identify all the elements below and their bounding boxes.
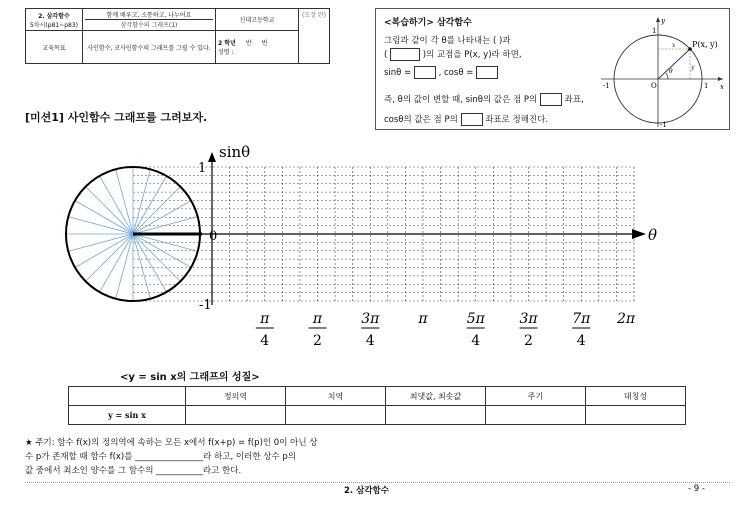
radius-line (116, 169, 133, 234)
tick-label (361, 311, 380, 349)
sin-axis-label: sinθ (219, 143, 251, 161)
review-line4-end: 좌표, (564, 95, 584, 105)
symmetry-answer[interactable] (586, 406, 686, 425)
row-label: y = sin x (69, 406, 186, 425)
col-symmetry: 대칭성 (586, 387, 686, 406)
col-period: 주기 (486, 387, 586, 406)
slogan: 함께 배우고, 소통하고, 나누어요 (85, 10, 213, 20)
col-domain: 정의역 (186, 387, 286, 406)
cos-def-label: , cosθ = (438, 68, 474, 78)
col-empty (69, 387, 186, 406)
footer-chapter: 2. 삼각함수 (344, 486, 389, 496)
lesson-title: 삼각함수의 그래프(1) (120, 22, 178, 29)
range-answer[interactable] (286, 406, 386, 425)
tick-label (309, 311, 327, 349)
tick-label (256, 311, 274, 349)
review-title: <복습하기> 삼각함수 (384, 18, 472, 28)
unit-pages: 5차시(p81~p83) (29, 21, 78, 29)
radius-line (133, 169, 150, 234)
note-line1: ★ 주기: 함수 f(x)의 정의역에 속하는 모든 x에서 f(x+p) = f(p)인 0이 아닌 상 (25, 438, 318, 448)
radius-line (133, 234, 150, 299)
radius-line (68, 217, 133, 234)
tick-denominator: 4 (576, 333, 586, 349)
school-cell: 신대고등학교 (216, 9, 299, 31)
tick-numerator: 3π (519, 311, 538, 327)
tick-label (519, 311, 538, 349)
stamp-cell: (도장 란) (299, 9, 330, 64)
unit-title: 2. 삼각함수 (38, 12, 70, 20)
review-line4-text: 즉, θ의 값이 변할 때, sinθ의 값은 점 P의 (384, 95, 538, 105)
origin-label: O (651, 82, 657, 90)
sin-axis-arrow (208, 152, 216, 162)
class: 반 (245, 40, 252, 47)
radius-line (116, 234, 133, 299)
footer-rule (25, 482, 730, 483)
number: 번 (261, 40, 268, 47)
y-tick-top: 1 (198, 161, 207, 176)
theta-tick-labels (256, 311, 636, 349)
review-line5-text: cosθ의 값은 점 P의 (384, 115, 458, 125)
axis-x-label: x (720, 83, 724, 91)
point-p-label: P(x, y) (692, 40, 718, 49)
theta-axis-label: θ (648, 226, 658, 244)
tick-label (467, 311, 486, 349)
tick-numerator: 7π (572, 311, 591, 327)
tick-numerator: π (312, 311, 323, 327)
note-line3: 값 중에서 최소인 양수를 그 함수의 ___________라고 한다. (25, 466, 242, 476)
properties-row-sin (69, 406, 686, 425)
tick-numerator: π (260, 311, 270, 327)
name-label: 성명 : (218, 49, 234, 56)
theta-axis-arrow (632, 229, 646, 239)
properties-header-row (69, 387, 686, 406)
tick-denominator: 4 (471, 333, 481, 349)
sin-def-label: sinθ = (384, 68, 412, 78)
x-segment-label: x (672, 42, 676, 49)
tick-denominator: 4 (365, 333, 375, 349)
x-tick-one: 1 (704, 82, 709, 90)
tick-numerator: 2π (616, 311, 636, 327)
grade: 2 학년 (218, 40, 236, 47)
tick-label (417, 311, 428, 327)
y-tick-minus-one: -1 (660, 121, 667, 129)
tick-numerator: 5π (466, 311, 485, 327)
axis-y-label: y (661, 17, 665, 25)
domain-answer[interactable] (186, 406, 286, 425)
properties-title: <y = sin x의 그래프의 성질> (120, 372, 260, 383)
max-min-answer[interactable] (386, 406, 486, 425)
tick-numerator: 3π (361, 311, 380, 327)
tick-denominator: 2 (524, 333, 533, 349)
y-tick-one: 1 (652, 27, 657, 35)
tick-denominator: 2 (313, 333, 322, 349)
radius-line (68, 234, 133, 251)
angle-label: θ (669, 68, 673, 75)
review-line1: 그림과 같이 각 θ를 나타내는 ( )과 (384, 36, 511, 46)
col-range: 치역 (286, 387, 386, 406)
y-tick-zero: 0 (209, 229, 218, 244)
objective-label: 교육목표 (26, 31, 83, 64)
y-tick-bottom: -1 (199, 298, 212, 313)
tick-denominator: 4 (260, 333, 270, 349)
review-line2-open: ( (384, 50, 388, 60)
period-answer[interactable] (486, 406, 586, 425)
tick-label (616, 311, 636, 327)
tick-label (572, 311, 591, 349)
footer-page: - 9 - (688, 484, 705, 494)
mission-title: [미션1] 사인함수 그래프를 그려보자. (25, 111, 208, 124)
properties-table (68, 386, 686, 425)
review-line2-rest: )의 교점을 P(x, y)라 하면, (422, 50, 522, 60)
tick-numerator: π (418, 311, 428, 327)
review-line5-end: 좌표로 정해진다. (485, 115, 549, 125)
note-line2: 수 p가 존재할 때 함수 f(x)를 ________________라 하고, 이러한 상수 p의 (25, 452, 296, 462)
col-max-min: 최댓값, 최솟값 (386, 387, 486, 406)
x-tick-minus-one: -1 (603, 82, 610, 90)
y-segment-label: y (691, 64, 695, 71)
objective-text: 사인함수, 코사인함수의 그래프를 그릴 수 있다. (83, 31, 216, 64)
